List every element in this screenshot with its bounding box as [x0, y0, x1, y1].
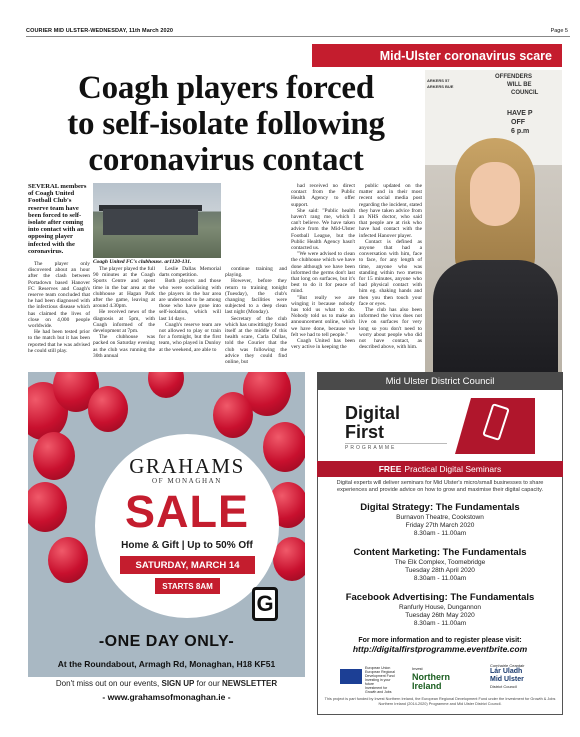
eu-text-line: European Union European Regional Development Fund Investing in your future	[365, 666, 395, 686]
sign-text: HAVE P	[507, 110, 533, 117]
article-paragraph: The player only discovered about an hour after the clash between Portadown based Hanover FC Reserves and Coagh's reserve team concluded that he had been diagnosed with the infectious disease which has claimed the lives of close on 4,000 people worldwide.	[28, 261, 90, 330]
council-logo-line: Comhairle Ceantair	[490, 663, 525, 668]
page-number: Page 5	[550, 28, 568, 34]
balloon-graphic	[28, 482, 67, 532]
headline-line: Coagh players forced	[77, 70, 375, 106]
article-paragraph: public updated on the matter and in their most recent social media post regarding the incident, stated they have taken advice from an NHS doctor, who said that people are at risk who have had contact with the infected Hanover player.	[359, 183, 422, 239]
advert-newsletter: NEWSLETTER	[221, 679, 278, 688]
invest-ireland: Ireland	[412, 681, 442, 691]
seminar-block	[317, 502, 563, 538]
balloon-graphic	[33, 432, 75, 480]
jacket-shape	[433, 260, 558, 382]
seminar-title: Content Marketing: The Fundamentals	[353, 547, 527, 558]
article-lead: SEVERAL members of Coagh United Football Club's reserve team have been forced to self-isolate after coming into contact with an opposing player infected with the coronavirus.	[28, 183, 87, 255]
article-paragraph: However, before they return to training tonight (Tuesday), the club's changing facilities were subjected to a deep clean last night (Monday).	[225, 278, 287, 316]
article-column-6	[359, 183, 422, 350]
grahams-logo-icon: G	[252, 587, 278, 621]
advert-signup: SIGN UP	[161, 679, 195, 688]
funding-disclaimer: This project is part funded by Invest Northern Ireland, the European Regional Development Fund under the Investment for Growth & Jobs Northern Ireland (2014-2020) Programme and Mid Ulster District Council.	[324, 697, 556, 706]
seminar-date: Friday 27th March 2020	[405, 522, 475, 529]
article-paragraph: Coagh's reserve team are not allowed to play or train for a fortnight, but the first team, who played in Dunloy at the weekend, are able to	[159, 321, 221, 353]
article-paragraph: The clubhouse was packed on Saturday evening as the club was running the 30th annual	[93, 334, 155, 359]
invest-northern: Northern	[412, 672, 450, 682]
advert-brand-sub: OF MONAGHAN	[152, 477, 222, 485]
clubhouse-caption: Coagh United FC's clubhouse. ar1120-131.	[93, 259, 192, 265]
advert-newsletter-post: for our	[196, 679, 220, 688]
sign-text: OFF	[511, 119, 525, 126]
article-paragraph: She said: "Public health haven't rang me, which I can't believe. We have taken advice from the Mid-Ulster Football League, but the Public Health Agency hasn't contacted us.	[291, 207, 355, 252]
masthead-rule	[26, 36, 570, 37]
article-paragraph: had received no direct contact from the Public Health Agency to offer support.	[291, 183, 355, 208]
article-paragraph: The club has also been informed the virus does not live on surfaces for very long so you don't need to worry about people who did not have contact, as described above, with him.	[359, 307, 422, 351]
title-line: Digital	[345, 403, 401, 423]
seminars-label: Practical Digital Seminars	[404, 464, 502, 474]
seminar-time: 8.30am - 11.00am	[413, 575, 467, 582]
seminars-intro: Digital experts will deliver seminars for Mid Ulster's micro/small businesses to share experiences and provide advice on how to grow and maximise their digital capacity.	[336, 480, 544, 493]
free-label: FREE	[378, 464, 402, 474]
article-column-4	[225, 266, 287, 365]
article-paragraph: Both players and those who were socialising with the players in the bar area are understood to be among those who have gone into self-isolation, which will last 14 days.	[159, 278, 221, 322]
seminar-block	[317, 592, 563, 628]
seminar-title: Digital Strategy: The Fundamentals	[360, 502, 520, 513]
article-paragraph: The player played the full 90 minutes at the Coagh Sports Centre and spent time in the bar area at the clubhouse at Hagan Park after the game, leaving at around 4.30pm.	[93, 266, 155, 310]
article-paragraph: Secretary of the club which has unwittingly found itself at the middle of this health scare, Carla Dallas, told the Courier that the club was following the advice they could find online, but	[225, 315, 287, 366]
article-paragraph: Contact is defined as anyone that had a conversation with him, face to face, for any length of time, anyone who was standing within two metres for 15 minutes, anyone who had physical contact with him eg. shaking hands and then you then touch your face or eyes.	[359, 238, 422, 307]
council-header: Mid Ulster District Council	[317, 372, 563, 390]
advert-sale: SALE	[124, 486, 249, 537]
council-logo-english: Mid Ulster	[490, 676, 524, 683]
seminar-time: 8.30am - 11.00am	[413, 530, 467, 537]
advert-website: - www.grahamsofmonaghan.ie -	[102, 692, 231, 702]
eventbrite-link[interactable]: http://digitalfirstprogramme.eventbrite.com	[352, 644, 528, 654]
advert-newsletter-line	[28, 679, 305, 688]
more-info-text: For more information and to register please visit:	[358, 637, 522, 644]
mid-ulster-logo	[490, 663, 552, 689]
article-column-5	[291, 183, 355, 350]
funder-logos	[330, 659, 552, 693]
eu-logo-text	[365, 666, 397, 694]
advert-date-badge: SATURDAY, MARCH 14	[120, 556, 255, 574]
article-paragraph: "But really we are winging it because nobody has told us what to do. Nobody told us to make an announcement online, which we have done, because we felt we had to tell people."	[291, 294, 355, 338]
eu-flag-icon	[340, 669, 362, 684]
seminar-venue: Burnavon Theatre, Cookstown	[396, 514, 484, 521]
eu-text-sub: Investment for Growth and Jobs	[365, 686, 392, 694]
invest-label: Invest	[412, 666, 423, 671]
sign-text: ARKERS BUE	[427, 84, 454, 89]
balloon-graphic	[213, 392, 253, 438]
council-logo-line: District Council	[490, 684, 517, 689]
masthead-text: COURIER MID ULSTER-WEDNESDAY, 11th March 2020	[26, 28, 174, 34]
article-paragraph: He had been tested prior to the match but it has been reported that he was advised he could still play.	[28, 329, 90, 354]
headline-line: coronavirus contact	[88, 142, 364, 178]
sign-text: WILL BE	[507, 82, 532, 88]
article-column-1	[28, 261, 90, 354]
article-paragraph: Leslie Dallas Memorial darts competition.	[159, 266, 221, 279]
balloon-graphic	[48, 537, 88, 583]
sign-text: ARKERS 57	[427, 78, 450, 83]
seminar-date: Tuesday 28th April 2020	[405, 567, 475, 574]
clubhouse-photo	[93, 183, 221, 258]
programme-label: PROGRAMME	[345, 443, 447, 451]
sign-text: 6 p.m	[511, 128, 530, 135]
section-banner: Mid-Ulster coronavirus scare	[312, 44, 562, 67]
balloon-graphic	[148, 372, 184, 398]
headline-line: to self-isolate following	[67, 106, 385, 142]
seminar-date: Tuesday 26th May 2020	[405, 612, 475, 619]
advert-start-badge: STARTS 8AM	[155, 578, 220, 594]
advert-newsletter-pre: Don't miss out on our events,	[55, 679, 160, 688]
sign-text: COUNCIL	[511, 90, 539, 96]
seminar-time: 8.30am - 11.00am	[413, 620, 467, 627]
advert-address: At the Roundabout, Armagh Rd, Monaghan, H18 KF51	[57, 659, 276, 669]
free-seminars-bar	[317, 461, 563, 477]
article-paragraph: Coagh United has been very active in keeping the	[291, 338, 355, 351]
advert-brand: GRAHAMS	[129, 454, 245, 478]
article-paragraph: "We were advised to clean the clubhouse which we have done although we have been informed the germs don't last that long on surfaces, but it's best to do it for peace of mind.	[291, 251, 355, 295]
seminar-block	[317, 547, 563, 583]
headline	[28, 70, 424, 178]
digital-first-title	[345, 404, 400, 442]
title-line: First	[345, 422, 385, 442]
seminar-venue: Ranfurly House, Dungannon	[398, 604, 482, 611]
sign-text: OFFENDERS	[495, 74, 533, 80]
more-info	[317, 636, 563, 654]
article-column-3	[159, 266, 221, 353]
council-logo-irish: Lár Uladh	[490, 668, 523, 675]
seminar-title: Facebook Advertising: The Fundamentals	[345, 592, 535, 603]
advert-offer: Home & Gift | Up to 50% Off	[121, 540, 253, 551]
clubhouse-building	[103, 209, 198, 235]
article-paragraph: He received news of the diagnosis at 5pm, with Coagh informed of the development at 7pm.	[93, 309, 155, 335]
article-paragraph: continue training and playing.	[225, 266, 287, 279]
article-column-2	[93, 266, 155, 359]
advert-one-day: -ONE DAY ONLY-	[98, 633, 235, 650]
person-photo	[425, 70, 562, 382]
balloon-graphic	[88, 386, 128, 432]
face-shape	[470, 162, 520, 226]
invest-ni-logo	[412, 664, 450, 691]
seminar-venue: The Elk Complex, Toomebridge	[394, 559, 486, 566]
